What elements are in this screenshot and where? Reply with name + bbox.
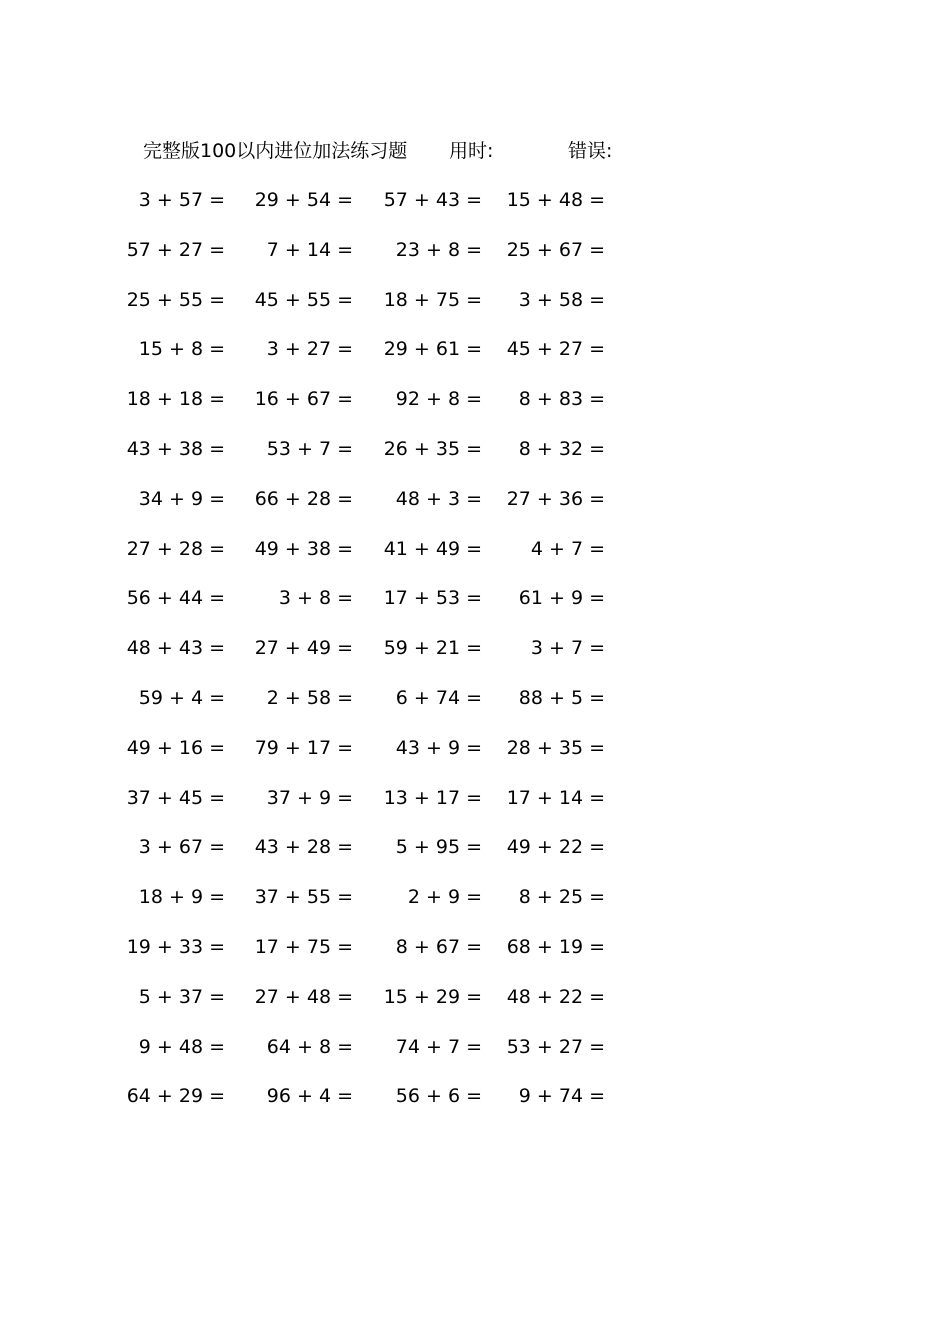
problem-r8-c3: 41 + 49 =	[383, 538, 482, 560]
problem-r12-c1: 49 + 16 =	[126, 737, 225, 759]
problem-r5-c4: 8 + 83 =	[518, 388, 605, 410]
problem-r13-c4: 17 + 14 =	[506, 787, 605, 809]
problem-r1-c4: 15 + 48 =	[506, 189, 605, 211]
problem-r14-c4: 49 + 22 =	[506, 836, 605, 858]
problem-r17-c3: 15 + 29 =	[383, 986, 482, 1008]
problem-r16-c1: 19 + 33 =	[126, 936, 225, 958]
problem-r6-c2: 53 + 7 =	[266, 438, 353, 460]
problem-r14-c1: 3 + 67 =	[138, 836, 225, 858]
problem-r4-c3: 29 + 61 =	[383, 338, 482, 360]
problem-r5-c3: 92 + 8 =	[395, 388, 482, 410]
problem-r7-c2: 66 + 28 =	[254, 488, 353, 510]
problem-r5-c2: 16 + 67 =	[254, 388, 353, 410]
problem-r8-c1: 27 + 28 =	[126, 538, 225, 560]
problem-r13-c2: 37 + 9 =	[266, 787, 353, 809]
problem-r16-c2: 17 + 75 =	[254, 936, 353, 958]
problem-r2-c4: 25 + 67 =	[506, 239, 605, 261]
problem-r12-c3: 43 + 9 =	[395, 737, 482, 759]
problem-r3-c1: 25 + 55 =	[126, 289, 225, 311]
problem-r12-c4: 28 + 35 =	[506, 737, 605, 759]
problem-r16-c4: 68 + 19 =	[506, 936, 605, 958]
problem-r17-c2: 27 + 48 =	[254, 986, 353, 1008]
problem-r15-c3: 2 + 9 =	[407, 886, 482, 908]
problem-r2-c1: 57 + 27 =	[126, 239, 225, 261]
problem-r19-c3: 56 + 6 =	[395, 1085, 482, 1107]
problem-r14-c2: 43 + 28 =	[254, 836, 353, 858]
problem-r5-c1: 18 + 18 =	[126, 388, 225, 410]
problem-r19-c4: 9 + 74 =	[518, 1085, 605, 1107]
problem-r4-c2: 3 + 27 =	[266, 338, 353, 360]
problem-r9-c4: 61 + 9 =	[518, 587, 605, 609]
time-label: 用时:	[449, 140, 494, 162]
problem-r15-c1: 18 + 9 =	[138, 886, 225, 908]
problem-r4-c4: 45 + 27 =	[506, 338, 605, 360]
problem-r2-c2: 7 + 14 =	[266, 239, 353, 261]
problem-r1-c1: 3 + 57 =	[138, 189, 225, 211]
problem-r11-c1: 59 + 4 =	[138, 687, 225, 709]
problem-r18-c3: 74 + 7 =	[395, 1036, 482, 1058]
problem-r15-c4: 8 + 25 =	[518, 886, 605, 908]
problem-r3-c2: 45 + 55 =	[254, 289, 353, 311]
problem-r9-c2: 3 + 8 =	[278, 587, 353, 609]
problem-r9-c1: 56 + 44 =	[126, 587, 225, 609]
problem-r11-c3: 6 + 74 =	[395, 687, 482, 709]
problem-r10-c2: 27 + 49 =	[254, 637, 353, 659]
problem-r3-c4: 3 + 58 =	[518, 289, 605, 311]
problem-r10-c1: 48 + 43 =	[126, 637, 225, 659]
problem-r19-c1: 64 + 29 =	[126, 1085, 225, 1107]
worksheet-title: 完整版100以内进位加法练习题	[143, 140, 408, 162]
problem-r8-c2: 49 + 38 =	[254, 538, 353, 560]
problem-r16-c3: 8 + 67 =	[395, 936, 482, 958]
problem-r1-c2: 29 + 54 =	[254, 189, 353, 211]
problem-r7-c4: 27 + 36 =	[506, 488, 605, 510]
problem-r3-c3: 18 + 75 =	[383, 289, 482, 311]
problem-r6-c3: 26 + 35 =	[383, 438, 482, 460]
problem-r18-c1: 9 + 48 =	[138, 1036, 225, 1058]
problem-r9-c3: 17 + 53 =	[383, 587, 482, 609]
problem-r13-c3: 13 + 17 =	[383, 787, 482, 809]
problem-r15-c2: 37 + 55 =	[254, 886, 353, 908]
problem-r11-c2: 2 + 58 =	[266, 687, 353, 709]
problem-r1-c3: 57 + 43 =	[383, 189, 482, 211]
problem-r6-c4: 8 + 32 =	[518, 438, 605, 460]
problem-r18-c4: 53 + 27 =	[506, 1036, 605, 1058]
problem-r7-c3: 48 + 3 =	[395, 488, 482, 510]
problem-r17-c4: 48 + 22 =	[506, 986, 605, 1008]
problem-r6-c1: 43 + 38 =	[126, 438, 225, 460]
problem-r13-c1: 37 + 45 =	[126, 787, 225, 809]
problem-r18-c2: 64 + 8 =	[266, 1036, 353, 1058]
problem-r14-c3: 5 + 95 =	[395, 836, 482, 858]
problem-r10-c4: 3 + 7 =	[530, 637, 605, 659]
problem-r7-c1: 34 + 9 =	[138, 488, 225, 510]
problem-r8-c4: 4 + 7 =	[530, 538, 605, 560]
problem-r2-c3: 23 + 8 =	[395, 239, 482, 261]
problem-r4-c1: 15 + 8 =	[138, 338, 225, 360]
problem-r17-c1: 5 + 37 =	[138, 986, 225, 1008]
errors-label: 错误:	[568, 140, 613, 162]
problem-r12-c2: 79 + 17 =	[254, 737, 353, 759]
problem-r19-c2: 96 + 4 =	[266, 1085, 353, 1107]
problem-r11-c4: 88 + 5 =	[518, 687, 605, 709]
problem-r10-c3: 59 + 21 =	[383, 637, 482, 659]
